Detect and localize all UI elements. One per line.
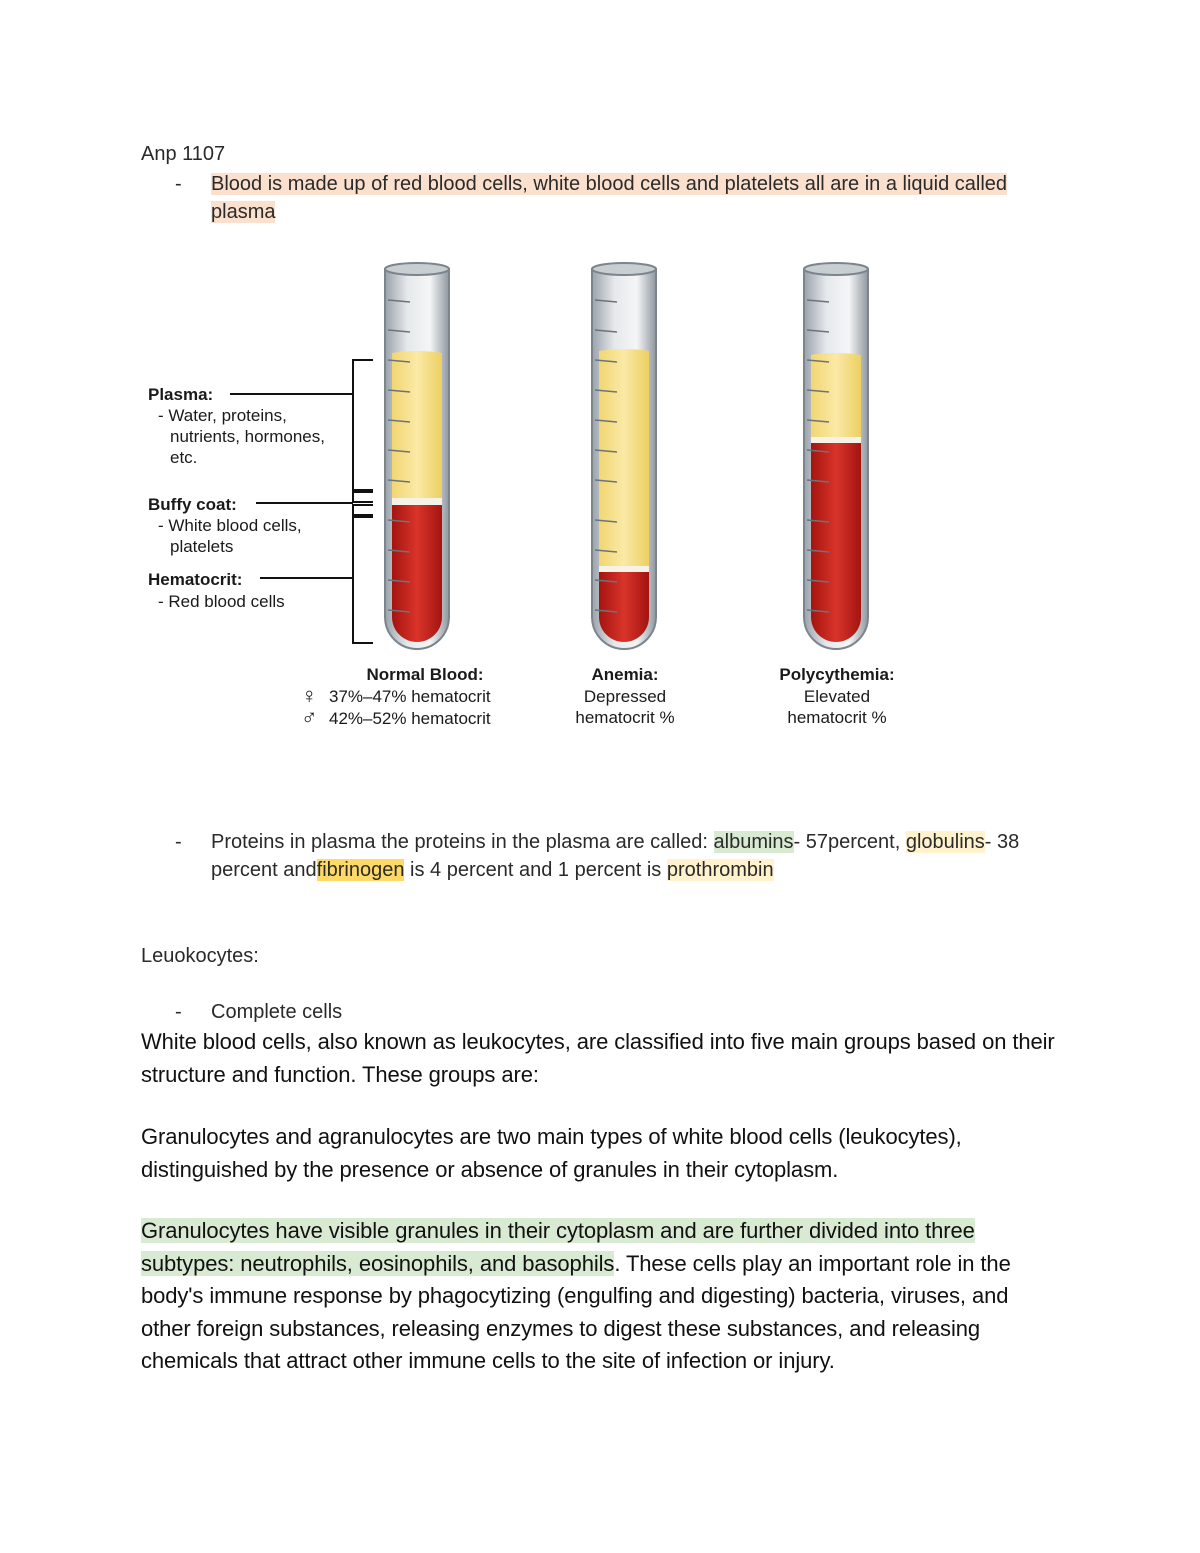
albumins-percent: - 57percent, (793, 831, 906, 853)
male-range: 42%–52% hematocrit (329, 709, 491, 728)
polycythemia-desc-2: hematocrit % (787, 708, 887, 727)
normal-blood-tube (385, 263, 449, 649)
document-title: Anp 1107 (141, 143, 226, 165)
paragraph-granulocytes-agranulocytes: Granulocytes and agranulocytes are two main types of white blood cells (leukocytes), distinguished by the presence or absence of granules in their cytoplasm. (141, 1124, 962, 1182)
buffy-desc-2: platelets (170, 537, 234, 556)
plasma-desc-3: etc. (170, 448, 198, 467)
plasma-desc-1: - Water, proteins, (158, 406, 287, 425)
complete-cells-text: Complete cells (211, 1001, 343, 1023)
paragraph-granulocytes-subtypes (141, 1215, 1056, 1378)
polycythemia-tube (804, 263, 868, 649)
bullet-marker: - (175, 173, 182, 195)
albumins-highlight: albumins (713, 831, 794, 853)
fibrinogen-percent: is 4 percent and 1 percent is (404, 859, 667, 881)
polycythemia-caption: Polycythemia: (779, 665, 895, 684)
bullet-marker: - (175, 1001, 182, 1023)
hematocrit-figure (130, 255, 930, 735)
leukocytes-heading: Leuokocytes: (141, 945, 259, 967)
globulins-percent: - 38 percent and (211, 831, 1020, 881)
granulocytes-highlight: Granulocytes have visible granules in their cytoplasm and are further divided into three subtypes: neutrophils, eosinophils, and basophils (141, 1218, 975, 1276)
buffy-coat-label: Buffy coat: (148, 495, 237, 514)
globulins-highlight: globulins (905, 831, 985, 853)
hematocrit-label: Hematocrit: (148, 570, 243, 589)
anemia-tube (592, 263, 656, 649)
plasma-label: Plasma: (148, 385, 214, 404)
fibrinogen-highlight: fibrinogen (316, 859, 405, 881)
polycythemia-desc-1: Elevated (803, 687, 871, 706)
paragraph-leukocytes-groups: White blood cells, also known as leukocytes, are classified into five main groups based on their structure and function. These groups are: (141, 1029, 1055, 1087)
plasma-desc-2: nutrients, hormones, (170, 427, 325, 446)
female-symbol-icon: ♀ (301, 683, 318, 708)
hematocrit-desc: - Red blood cells (158, 592, 285, 611)
anemia-desc-2: hematocrit % (575, 708, 675, 727)
male-symbol-icon: ♂ (301, 704, 318, 729)
blood-composition-text: Blood is made up of red blood cells, white blood cells and platelets all are in a liquid called plasma (211, 173, 1008, 223)
granulocytes-function-text: . These cells play an important role in the body's immune response by phagocytizing (engulfing and digesting) bacteria, viruses, and other foreign substances, releasing enzymes to digest these substances, and releasing chemicals that attract other immune cells to the site of infection or injury. (141, 1250, 1011, 1373)
bullet-marker: - (175, 831, 182, 853)
prothrombin-highlight: prothrombin (666, 859, 774, 881)
buffy-desc-1: - White blood cells, (158, 516, 302, 535)
normal-blood-caption: Normal Blood: (366, 665, 484, 684)
proteins-text: Proteins in plasma the proteins in the plasma are called: (211, 831, 714, 853)
anemia-caption: Anemia: (591, 665, 659, 684)
female-range: 37%–47% hematocrit (329, 687, 491, 706)
anemia-desc-1: Depressed (583, 687, 667, 706)
